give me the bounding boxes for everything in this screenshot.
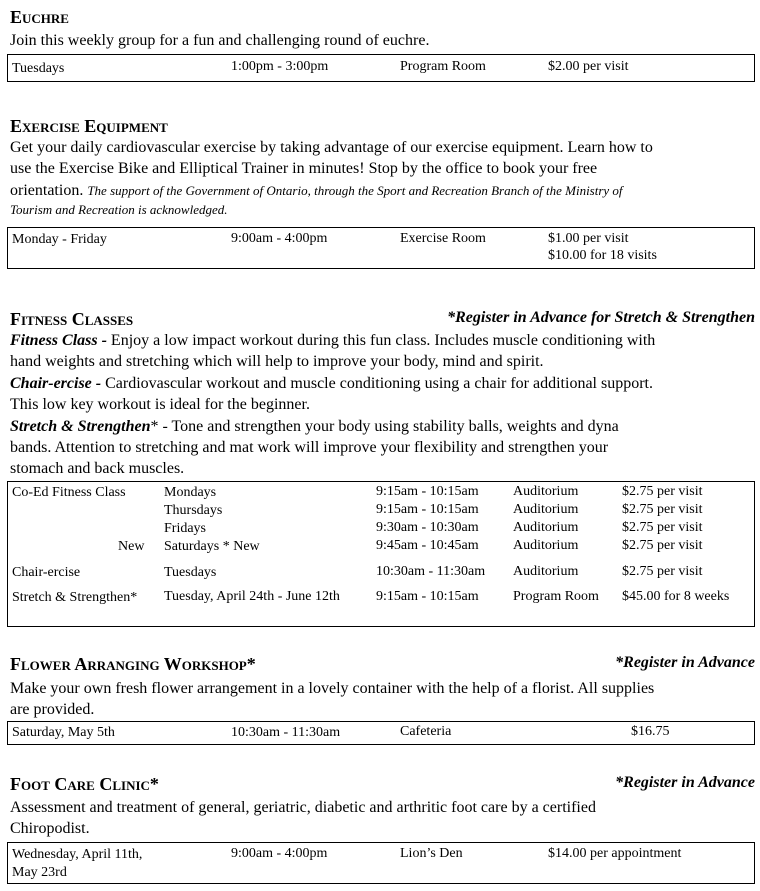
- fitness-row-time: 9:45am - 10:45am: [376, 538, 479, 553]
- foot-description-line1: Assessment and treatment of general, geriatric, diabetic and arthritic foot care by a certified: [10, 799, 596, 816]
- euchre-schedule-box: [7, 54, 755, 82]
- foot-time: 9:00am - 4:00pm: [231, 846, 328, 861]
- euchre-cost: $2.00 per visit: [548, 59, 629, 74]
- foot-title: Foot Care Clinic*: [10, 774, 159, 794]
- exercise-day: Monday - Friday: [12, 232, 107, 247]
- foot-description-line2: Chiropodist.: [10, 820, 90, 837]
- flower-day: Saturday, May 5th: [12, 725, 115, 740]
- foot-room: Lion’s Den: [400, 846, 463, 861]
- fitness-row-day: Fridays: [164, 521, 206, 536]
- fitness-row-cost: $45.00 for 8 weeks: [622, 589, 730, 604]
- fitness-row-room: Auditorium: [513, 502, 579, 517]
- euchre-time: 1:00pm - 3:00pm: [231, 59, 329, 74]
- fitness-row-time: 10:30am - 11:30am: [376, 564, 486, 579]
- fitness-row-room: Auditorium: [513, 538, 579, 553]
- fitness-row-room: Auditorium: [513, 484, 579, 499]
- fitness-row-time: 9:15am - 10:15am: [376, 484, 479, 499]
- flower-title: Flower Arranging Workshop*: [10, 654, 256, 674]
- flower-description-line2: are provided.: [10, 701, 95, 718]
- euchre-day: Tuesdays: [12, 61, 65, 76]
- fitness-row-cost: $2.75 per visit: [622, 520, 703, 535]
- fitness-row-time: 9:15am - 10:15am: [376, 502, 479, 517]
- fitness-class-text: Enjoy a low impact workout during this fun class. Includes muscle conditioning with: [106, 332, 656, 349]
- flower-time: 10:30am - 11:30am: [231, 725, 341, 740]
- exercise-schedule-box: [7, 227, 755, 269]
- flower-schedule-box: [7, 721, 755, 745]
- stretch-text: * - Tone and strengthen your body using stability balls, weights and dyna: [150, 418, 619, 435]
- foot-register-note: *Register in Advance: [615, 774, 755, 791]
- fitness-row-name: Stretch & Strengthen*: [12, 590, 138, 605]
- fitness-row-day: Mondays: [164, 485, 217, 500]
- fitness-row-room: Auditorium: [513, 520, 579, 535]
- chair-ercise-text: Cardiovascular workout and muscle conditioning using a chair for additional support.: [101, 375, 653, 392]
- chair-ercise-description-line2: This low key workout is ideal for the beginner.: [10, 396, 310, 413]
- flower-description-line1: Make your own fresh flower arrangement in a lovely container with the help of a florist. All supplies: [10, 680, 655, 697]
- stretch-label: Stretch & Strengthen: [10, 418, 151, 435]
- fitness-row-cost: $2.75 per visit: [622, 564, 703, 579]
- fitness-row-room: Program Room: [513, 589, 599, 604]
- exercise-acknowledgement-line2: Tourism and Recreation is acknowledged.: [10, 202, 228, 217]
- exercise-time: 9:00am - 4:00pm: [231, 231, 328, 246]
- foot-cost: $14.00 per appointment: [548, 846, 682, 861]
- exercise-description-line1: Get your daily cardiovascular exercise by taking advantage of our exercise equipment. Learn how to: [10, 139, 653, 156]
- exercise-cost-visit: $1.00 per visit: [548, 231, 629, 246]
- exercise-room: Exercise Room: [400, 231, 486, 246]
- fitness-register-note: *Register in Advance for Stretch & Strengthen: [447, 309, 755, 326]
- fitness-row-day: Tuesday, April 24th - June 12th: [164, 589, 340, 604]
- flower-room: Cafeteria: [400, 724, 452, 739]
- fitness-schedule-box: [7, 481, 755, 627]
- foot-schedule-box: [7, 842, 755, 884]
- exercise-title: Exercise Equipment: [10, 116, 168, 136]
- foot-day-line1: Wednesday, April 11th,: [12, 847, 143, 862]
- euchre-description: Join this weekly group for a fun and challenging round of euchre.: [10, 32, 430, 49]
- fitness-row-day: Tuesdays: [164, 565, 217, 580]
- flower-cost: $16.75: [631, 724, 670, 739]
- fitness-row-name: Co-Ed Fitness Class: [12, 485, 126, 500]
- fitness-row-cost: $2.75 per visit: [622, 484, 703, 499]
- fitness-row-time: 9:15am - 10:15am: [376, 589, 479, 604]
- chair-ercise-description: [10, 373, 653, 394]
- euchre-room: Program Room: [400, 59, 486, 74]
- fitness-class-description-line2: hand weights and stretching which will help to improve your body, mind and spirit.: [10, 353, 544, 370]
- fitness-row-day: Thursdays: [164, 503, 223, 518]
- exercise-orientation-text: orientation.: [10, 182, 84, 199]
- fitness-class-description: [10, 330, 655, 351]
- fitness-title: Fitness Classes: [10, 309, 134, 329]
- fitness-row-name: Chair-ercise: [12, 565, 81, 580]
- chair-ercise-label: Chair-ercise -: [10, 375, 102, 392]
- flower-register-note: *Register in Advance: [615, 654, 755, 671]
- stretch-description: [10, 416, 619, 437]
- fitness-row-room: Auditorium: [513, 564, 579, 579]
- fitness-row-new-badge: New: [118, 539, 145, 554]
- fitness-row-day: Saturdays * New: [164, 539, 260, 554]
- fitness-row-time: 9:30am - 10:30am: [376, 520, 479, 535]
- exercise-description-line2: use the Exercise Bike and Elliptical Trainer in minutes! Stop by the office to book your free: [10, 160, 598, 177]
- exercise-description-line3: [10, 180, 623, 201]
- fitness-row-cost: $2.75 per visit: [622, 502, 703, 517]
- stretch-description-line3: stomach and back muscles.: [10, 460, 185, 477]
- exercise-cost-package: $10.00 for 18 visits: [548, 248, 657, 263]
- fitness-class-label: Fitness Class -: [10, 332, 107, 349]
- euchre-title: Euchre: [10, 7, 69, 27]
- stretch-description-line2: bands. Attention to stretching and mat work will improve your flexibility and strengthen your: [10, 439, 609, 456]
- fitness-row-cost: $2.75 per visit: [622, 538, 703, 553]
- foot-day-line2: May 23rd: [12, 865, 67, 880]
- exercise-acknowledgement-line1: The support of the Government of Ontario, through the Sport and Recreation Branch of the Ministry of: [87, 183, 623, 198]
